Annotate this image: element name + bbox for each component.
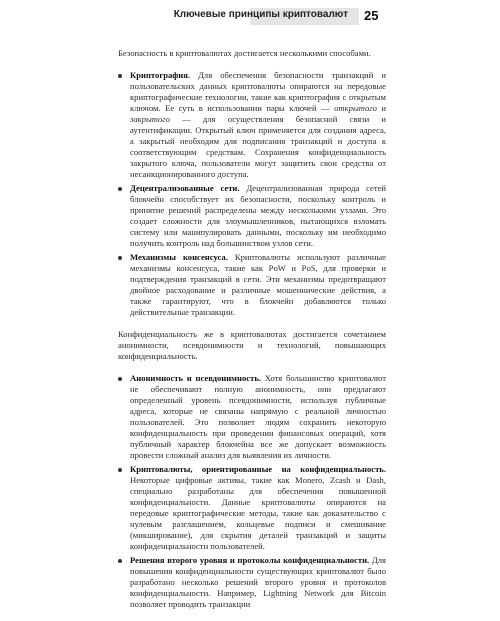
privacy-list	[118, 373, 386, 610]
item-text: Некоторые цифровые активы, такие как Monero, Zcash и Dash, специально разработаны для обеспечения повышенной конфиденциальности. Данные криптовалюты опираются на передовые криптографические методы, такие как доказательство с нулевым разглашением, кольцевые подписи и смешивание (микширование), для скрытия деталей транзакций и защиты конфиденциальности пользователей.	[130, 475, 386, 551]
term-anonymity: Анонимность и псевдонимность.	[130, 373, 262, 383]
bullet-icon	[118, 256, 122, 260]
page-number: 25	[364, 8, 379, 23]
emphasis-public: открытого	[334, 103, 377, 113]
item-text: Децентрализованная природа сетей блокчейн способствует их безопасности, поскольку контроль и принятие решений распределены между несколькими узлами. Это создает сложности для злоумышленников, пытающихся взломать систему или манипулировать данными, поскольку им необходимо получить контроль над большинством узлов сети.	[130, 183, 386, 248]
item-text: Для повышения конфиденциальности существующих криптовалют было разработано несколько решений второго уровня и протоколов конфиденциальности. Например, Lightning Network для Bitcoin позволяет проводить транзакции	[130, 555, 386, 609]
bullet-icon	[118, 559, 122, 563]
bullet-icon	[118, 377, 122, 381]
chapter-title: Ключевые принципы криптовалют	[173, 9, 348, 20]
list-item-privacy-coins	[118, 464, 386, 552]
item-text: — для осуществления безопасной связи и аутентификации. Открытый ключ применяется для создания адреса, а закрытый необходим для подписания транзакций и доступа к соответствующим средствам. Сохранения конфиденциальность закрытого ключа, пользователи могут защитить свои средства от несанкционированного доступа.	[130, 114, 386, 179]
term-decentralized: Децентрализованные сети.	[130, 183, 240, 193]
running-header	[0, 8, 500, 32]
header-tab	[173, 8, 359, 25]
privacy-intro-paragraph: Конфиденциальность же в криптовалютах достигается сочетанием анонимности, псевдонимности и технологий, повышающих конфиденциальность.	[118, 329, 386, 361]
item-text: Для обеспечения безопасности транзакций и пользовательских данных криптовалюты опираются на передовые криптографические технологии, такие как криптография с открытым ключом. Ее суть в использовании пары ключей —	[130, 70, 386, 113]
list-item-anonymity	[118, 373, 386, 461]
term-consensus: Механизмы консенсуса.	[130, 252, 228, 262]
bullet-icon	[118, 74, 122, 78]
bullet-icon	[118, 468, 122, 472]
security-list	[118, 70, 386, 318]
list-item-layer-two	[118, 555, 386, 610]
list-item-consensus	[118, 252, 386, 318]
emphasis-private: закрытого	[130, 114, 170, 124]
item-text: Криптовалюты используют различные механизмы консенсуса, такие как PoW и PoS, для проверки и подтверждения транзакций в сети. Эти механизмы предотвращают двойное расходование и различные мошеннические действия, а также гарантируют, что в блокчейн добавляются только действительные транзакции.	[130, 252, 387, 317]
list-item-decentralized	[118, 183, 386, 249]
page-body	[118, 48, 386, 621]
term-layer-two: Решения второго уровня и протоколы конфиденциальности.	[130, 555, 370, 565]
security-intro-paragraph: Безопасность в криптовалютах достигается несколькими способами.	[118, 48, 371, 58]
term-cryptography: Криптография.	[130, 70, 190, 80]
bullet-icon	[118, 187, 122, 191]
term-privacy-coins: Криптовалюты, ориентированные на конфиденциальность.	[130, 464, 386, 474]
item-text: и	[376, 103, 386, 113]
item-text: Хотя большинство криптовалют не обеспечивают полную анонимность, они предлагают определенный уровень псевдонимности, используя публичные адреса, которые не связаны напрямую с реальной личностью пользователей. Это позволяет людям сохранить некоторую конфиденциальность при проведении финансовых операций, хотя публичный характер блокчейна все же допускает возможность провести сложный анализ для выявления их личности.	[130, 373, 386, 460]
list-item-cryptography	[118, 70, 386, 180]
